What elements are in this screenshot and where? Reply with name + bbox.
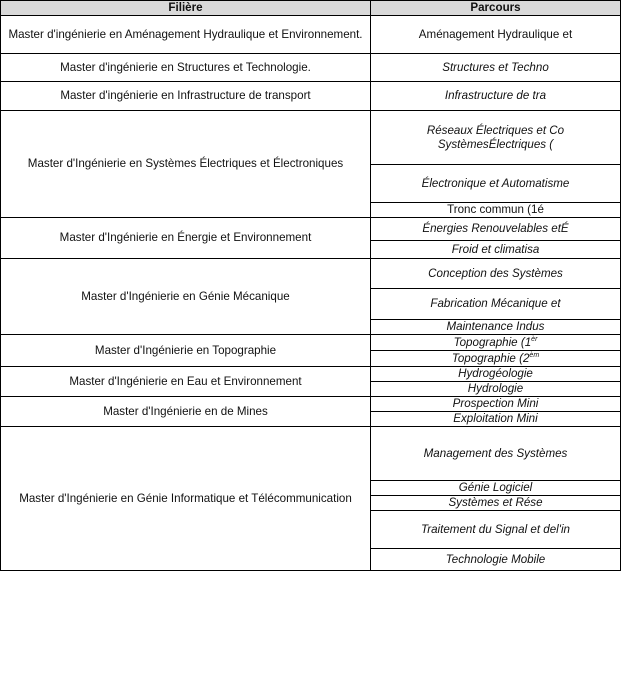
filiere-cell: Master d'Ingénierie en Systèmes Électriques et Électroniques [1,111,371,218]
parcours-cell [371,351,621,367]
table-row [1,259,621,289]
parcours-cell [371,111,621,165]
table-row [1,367,621,382]
header-filiere: Filière [1,1,371,16]
parcours-cell: Aménagement Hydraulique et [371,16,621,54]
filiere-cell: Master d'ingénierie en Structures et Technologie. [1,54,371,82]
table-row [1,82,621,111]
parcours-superscript: èm [529,351,540,359]
parcours-cell: Conception des Systèmes [371,259,621,289]
table-row [1,218,621,241]
parcours-cell: Fabrication Mécanique et [371,289,621,320]
table-row [1,397,621,412]
filiere-cell: Master d'Ingénierie en Topographie [1,335,371,367]
parcours-text: Topographie (2 [451,351,530,365]
filiere-cell: Master d'ingénierie en Infrastructure de transport [1,82,371,111]
parcours-text: Topographie (1 [453,335,532,349]
parcours-cell: Structures et Techno [371,54,621,82]
table-row [1,54,621,82]
parcours-cell: Énergies Renouvelables etÉ [371,218,621,241]
table-row [1,16,621,54]
table-row [1,111,621,165]
parcours-cell [371,335,621,351]
parcours-cell: Hydrogéologie [371,367,621,382]
filiere-cell: Master d'Ingénierie en Génie Informatique et Télécommunication [1,427,371,571]
parcours-cell: Management des Systèmes [371,427,621,481]
parcours-cell: Exploitation Mini [371,412,621,427]
filiere-cell: Master d'Ingénierie en Génie Mécanique [1,259,371,335]
parcours-cell: Traitement du Signal et del'in [371,511,621,549]
parcours-cell: Froid et climatisa [371,241,621,259]
parcours-cell: Tronc commun (1é [371,203,621,218]
header-row [1,1,621,16]
header-parcours: Parcours [371,1,621,16]
parcours-superscript: èr [531,335,538,343]
parcours-cell: Hydrologie [371,382,621,397]
parcours-cell: Génie Logiciel [371,481,621,496]
parcours-cell: Systèmes et Rése [371,496,621,511]
filiere-cell: Master d'Ingénierie en Énergie et Environnement [1,218,371,259]
filiere-cell: Master d'Ingénierie en Eau et Environnement [1,367,371,397]
parcours-line: SystèmesÉlectriques ( [437,137,554,151]
filiere-cell: Master d'ingénierie en Aménagement Hydraulique et Environnement. [1,16,371,54]
parcours-cell: Prospection Mini [371,397,621,412]
filiere-cell: Master d'Ingénierie en de Mines [1,397,371,427]
parcours-cell: Technologie Mobile [371,549,621,571]
parcours-cell: Maintenance Indus [371,320,621,335]
parcours-cell: Infrastructure de tra [371,82,621,111]
table-row [1,335,621,351]
table-row [1,427,621,481]
parcours-line: Réseaux Électriques et Co [426,123,565,137]
parcours-cell: Électronique et Automatisme [371,165,621,203]
